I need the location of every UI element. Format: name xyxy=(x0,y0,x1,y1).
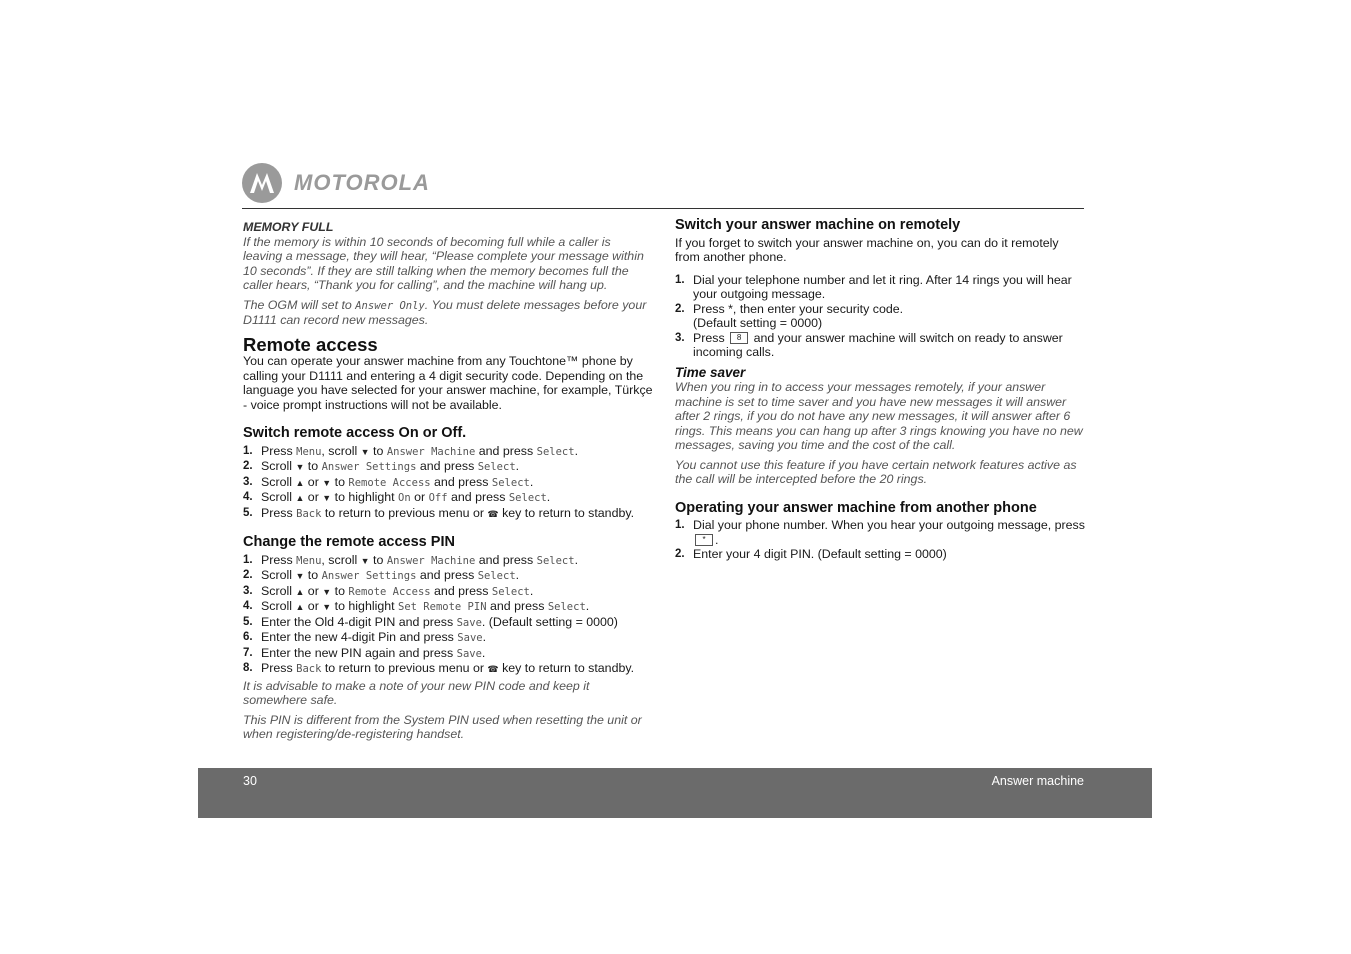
scroll-down-icon: ▼ xyxy=(360,555,370,566)
header-rule xyxy=(242,208,1084,209)
time-saver-title: Time saver xyxy=(675,364,746,380)
key-star-icon: * xyxy=(695,534,713,546)
step-number: 3. xyxy=(675,331,685,344)
step-text: and press xyxy=(447,490,509,504)
list-item xyxy=(243,444,653,460)
pin-note-safe: It is advisable to make a note of your new PIN code and keep it somewhere safe. xyxy=(243,678,590,707)
step-text: Press xyxy=(261,661,297,675)
step-number: 4. xyxy=(243,491,253,503)
menu-key: Answer Machine xyxy=(386,445,476,458)
step-number: 7. xyxy=(243,646,253,659)
step-text: and press xyxy=(430,583,492,598)
step-text: to highlight xyxy=(331,490,399,504)
list-item xyxy=(243,506,653,522)
menu-key: Answer Settings xyxy=(321,570,417,582)
step-number: 1. xyxy=(243,444,253,457)
step-text: Press *, then enter your security code. xyxy=(693,301,904,316)
switch-on-steps xyxy=(675,273,1085,360)
switch-on-intro: If you forget to switch your answer machine on, you can do it remotely from another phone. xyxy=(675,235,1059,264)
scroll-down-icon: ▼ xyxy=(295,571,305,581)
step-text: and press xyxy=(416,459,478,473)
end-call-icon: ☎ xyxy=(487,664,499,674)
scroll-down-icon: ▼ xyxy=(322,477,332,488)
list-item xyxy=(243,599,653,615)
page-number: 30 xyxy=(243,774,257,788)
scroll-down-icon: ▼ xyxy=(322,586,332,597)
step-text: Scroll xyxy=(261,459,296,473)
step-text: and press xyxy=(475,443,537,458)
step-text: Scroll xyxy=(261,599,296,613)
step-text: . xyxy=(515,568,520,582)
step-number: 3. xyxy=(243,475,253,488)
page-footer xyxy=(198,768,1152,818)
step-text: Dial your telephone number and let it ring. After 14 rings you will hear your outgoing message. xyxy=(693,272,1072,301)
ogm-text-b: . You must delete messages before your D1111 can record new messages. xyxy=(243,297,647,327)
end-call-icon: ☎ xyxy=(487,508,499,519)
step-text: to xyxy=(304,568,322,582)
step-number: 5. xyxy=(243,615,253,628)
list-item xyxy=(243,568,653,584)
key-8-icon: 8 xyxy=(730,332,748,344)
menu-key: Save xyxy=(457,632,483,644)
step-text: or xyxy=(304,599,323,613)
menu-key: Set Remote PIN xyxy=(398,601,487,613)
scroll-down-icon: ▼ xyxy=(322,493,332,503)
step-text: . xyxy=(529,474,534,489)
step-text: . (Default setting = 0000) xyxy=(481,614,618,629)
step-number: 1. xyxy=(675,519,685,531)
menu-key: Select xyxy=(491,585,530,598)
step-text: Press xyxy=(261,443,297,458)
menu-key: Back xyxy=(296,507,322,520)
step-text: and press xyxy=(416,568,478,582)
step-text: to xyxy=(304,459,322,473)
step-number: 3. xyxy=(243,584,253,597)
step-text: Scroll xyxy=(261,474,296,489)
list-item xyxy=(243,553,653,569)
menu-key: Save xyxy=(456,647,482,660)
list-item xyxy=(243,661,653,677)
step-text: to xyxy=(331,474,349,489)
step-text: Dial your phone number. When you hear your outgoing message, press xyxy=(693,518,1085,532)
remote-access-intro: You can operate your answer machine from any Touchtone™ phone by calling your D1111 and entering a 4 digit security code. Depending on the language you have selected for your answer machine, for example, Türkçe - voice prompt instructions will not be available. xyxy=(243,354,653,412)
step-text: to xyxy=(369,443,387,458)
step-text: Enter the Old 4-digit PIN and press xyxy=(261,614,457,629)
step-text: and your answer machine will switch on ready to answer incoming calls. xyxy=(693,330,1063,359)
step-text: key to return to standby. xyxy=(498,661,635,675)
list-item xyxy=(243,584,653,600)
step-text: Press xyxy=(693,330,729,345)
list-item xyxy=(243,475,653,491)
menu-key: Select xyxy=(477,570,516,582)
step-number: 6. xyxy=(243,631,253,643)
ogm-key: Answer Only xyxy=(355,299,425,312)
step-text: . xyxy=(574,552,579,567)
scroll-down-icon: ▼ xyxy=(322,602,332,612)
step-text: or xyxy=(304,474,323,489)
memory-full-body: If the memory is within 10 seconds of becoming full while a caller is leaving a message, they will hear, “Please complete your message within 10 seconds”. If they are still talking when the memory becomes full the caller hears, “Thank you for calling”, and the machine will hang up. xyxy=(243,234,644,292)
operating-title: Operating your answer machine from another phone xyxy=(675,499,1037,516)
step-text: , scroll xyxy=(321,443,361,458)
step-number: 8. xyxy=(243,662,253,674)
change-pin-title: Change the remote access PIN xyxy=(243,534,455,550)
list-item xyxy=(243,615,653,631)
list-item xyxy=(675,518,1085,547)
list-item xyxy=(675,273,1085,302)
menu-key: Select xyxy=(491,476,530,489)
step-text: Enter your 4 digit PIN. (Default setting = 0000) xyxy=(693,547,947,561)
menu-key: Menu xyxy=(296,554,322,567)
step-number: 2. xyxy=(243,569,253,581)
ogm-text-a: The OGM will set to xyxy=(243,297,356,312)
menu-key: On xyxy=(398,492,411,504)
operating-steps xyxy=(675,518,1085,562)
menu-key: Select xyxy=(477,461,516,473)
section-name: Answer machine xyxy=(991,774,1084,788)
menu-key: Remote Access xyxy=(348,476,431,489)
right-column xyxy=(675,218,1085,564)
step-number: 5. xyxy=(243,506,253,519)
step-text: to return to previous menu or xyxy=(321,661,488,675)
step-text: . xyxy=(481,645,486,660)
menu-key: Select xyxy=(536,445,575,458)
switch-on-title: Switch your answer machine on remotely xyxy=(675,217,961,233)
step-text: and press xyxy=(430,474,492,489)
remote-access-title: Remote access xyxy=(243,333,378,355)
step-text: to highlight xyxy=(331,599,399,613)
change-pin-steps xyxy=(243,553,653,677)
time-saver-note: You cannot use this feature if you have certain network features active as the call will be intercepted before the 20 rings. xyxy=(675,457,1077,486)
scroll-down-icon: ▼ xyxy=(295,462,305,472)
step-text: to xyxy=(369,552,387,567)
step-text: . xyxy=(715,532,719,547)
list-item xyxy=(243,459,653,475)
time-saver-body: When you ring in to access your messages remotely, if your answer machine is set to time saver and you have new messages it will answer after 2 rings, if you do not have any new messages, it will answer after 6 rings. This means you can hang up after 3 rings knowing you have no new messages, saving you time and the cost of the call. xyxy=(675,380,1083,452)
step-text: or xyxy=(304,583,323,598)
ogm-note xyxy=(243,298,653,328)
step-text: . xyxy=(515,459,520,473)
list-item xyxy=(243,490,653,506)
step-text: key to return to standby. xyxy=(498,505,635,520)
step-number: 2. xyxy=(675,548,685,560)
switch-remote-title: Switch remote access On or Off. xyxy=(243,425,467,441)
step-text: and press xyxy=(475,552,537,567)
step-text: . xyxy=(529,583,534,598)
menu-key: Remote Access xyxy=(348,585,431,598)
step-text: or xyxy=(304,490,323,504)
step-text: . xyxy=(482,630,487,644)
scroll-up-icon: ▲ xyxy=(295,477,305,488)
menu-key: Select xyxy=(547,601,586,613)
menu-key: Answer Machine xyxy=(386,554,476,567)
menu-key: Off xyxy=(428,492,448,504)
scroll-up-icon: ▲ xyxy=(295,493,305,503)
step-number: 4. xyxy=(243,600,253,612)
step-text: Press xyxy=(261,505,297,520)
switch-remote-steps xyxy=(243,444,653,522)
step-text: Enter the new PIN again and press xyxy=(261,645,457,660)
step-text: Press xyxy=(261,552,297,567)
step-text: Enter the new 4-digit Pin and press xyxy=(261,630,458,644)
list-item xyxy=(243,630,653,646)
step-text: . xyxy=(574,443,579,458)
step-number: 1. xyxy=(243,553,253,566)
list-item xyxy=(675,302,1085,331)
step-number: 2. xyxy=(675,302,685,315)
menu-key: Menu xyxy=(296,445,322,458)
menu-key: Select xyxy=(536,554,575,567)
left-column xyxy=(243,218,653,747)
step-text: , scroll xyxy=(321,552,361,567)
step-text: to return to previous menu or xyxy=(321,505,488,520)
pin-note-system: This PIN is different from the System PIN used when resetting the unit or when registering/de-registering handset. xyxy=(243,712,642,741)
motorola-logo xyxy=(242,162,430,204)
list-item xyxy=(675,547,1085,562)
brand-name: MOTOROLA xyxy=(294,170,430,195)
menu-key: Select xyxy=(508,492,547,504)
step-text: . xyxy=(585,599,590,613)
step-text: Scroll xyxy=(261,583,296,598)
step-text: to xyxy=(331,583,349,598)
scroll-down-icon: ▼ xyxy=(360,446,370,457)
step-number: 2. xyxy=(243,460,253,472)
step-text: Scroll xyxy=(261,568,296,582)
scroll-up-icon: ▲ xyxy=(295,586,305,597)
menu-key: Answer Settings xyxy=(321,461,417,473)
motorola-batwing-icon xyxy=(242,163,282,203)
list-item xyxy=(675,331,1085,360)
menu-key: Save xyxy=(456,616,482,629)
memory-full-title: MEMORY FULL xyxy=(243,220,334,234)
step-text: or xyxy=(410,490,429,504)
step-text: Scroll xyxy=(261,490,296,504)
list-item xyxy=(243,646,653,662)
step-text: (Default setting = 0000) xyxy=(693,316,823,330)
step-number: 1. xyxy=(675,273,685,286)
step-text: . xyxy=(546,490,551,504)
menu-key: Back xyxy=(296,663,322,675)
scroll-up-icon: ▲ xyxy=(295,602,305,612)
step-text: and press xyxy=(486,599,548,613)
